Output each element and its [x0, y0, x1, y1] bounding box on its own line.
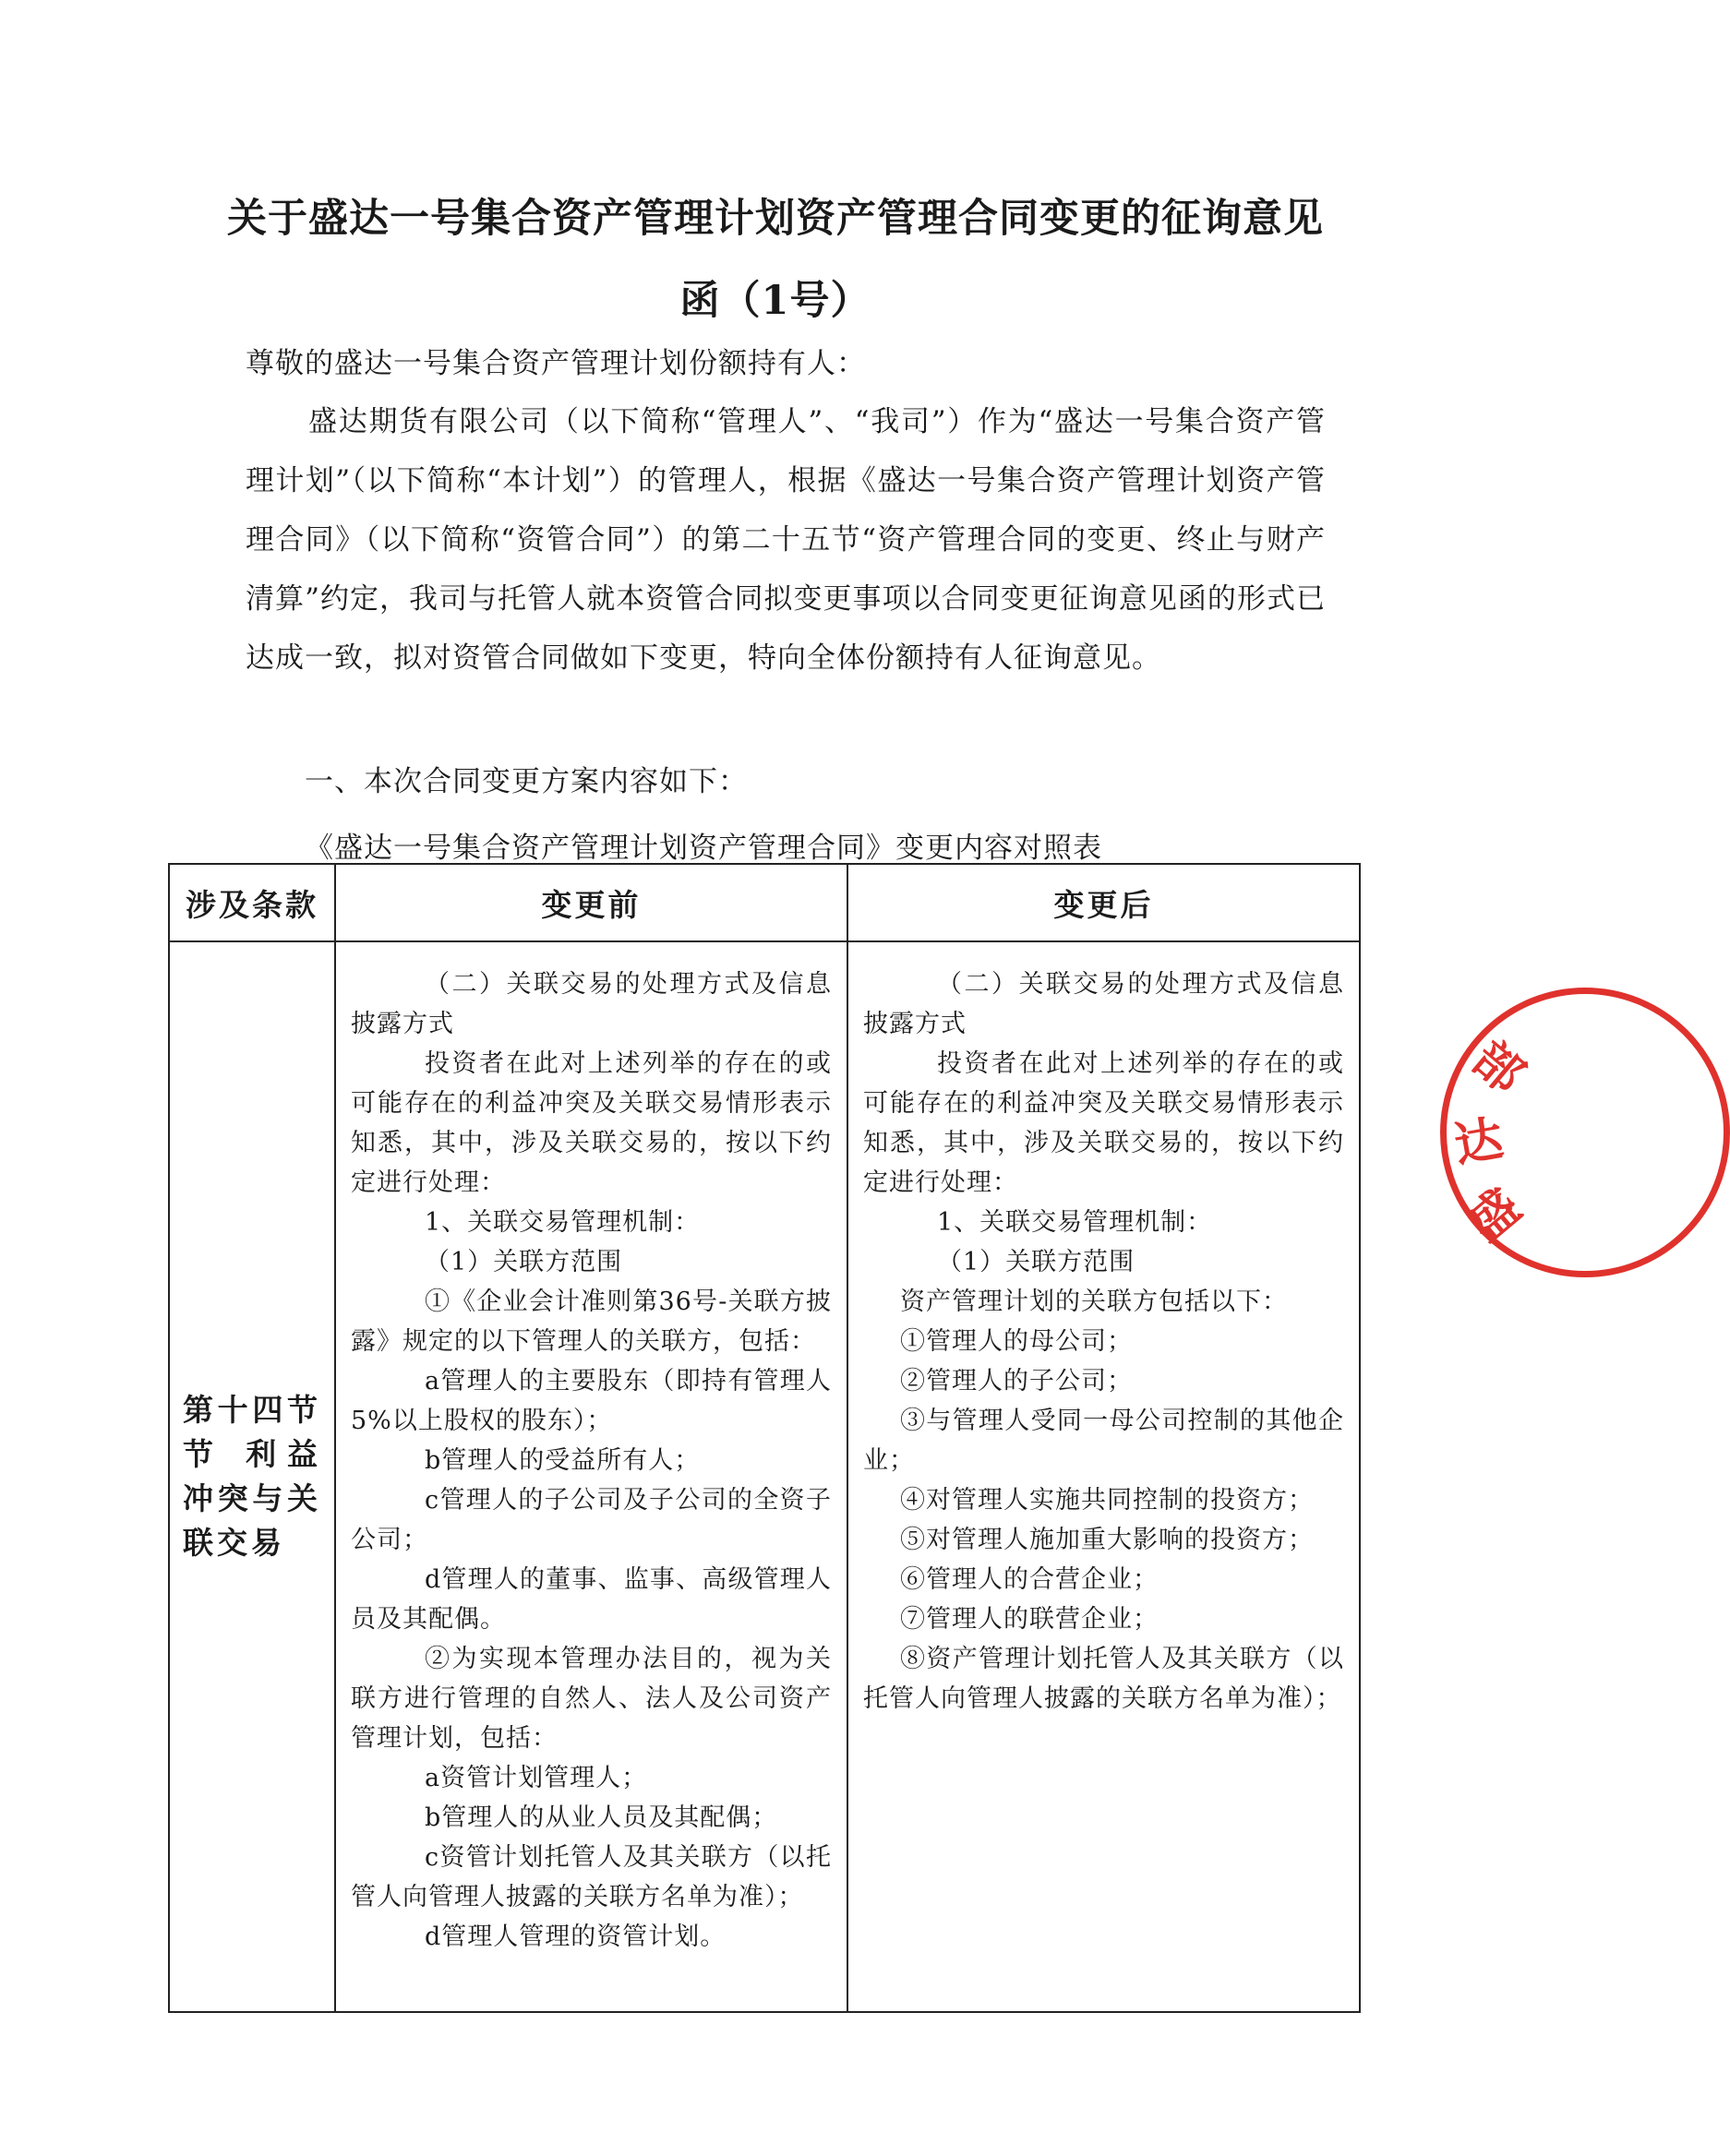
- header-after: 变更后: [847, 864, 1360, 941]
- body-paragraph: 盛达期货有限公司（以下简称“管理人”、“我司”）作为“盛达一号集合资产管理计划”（以下简称“本计划”）的管理人，根据《盛达一号集合资产管理计划资产管理合同》（以下简称“资管合同”）的第二十五节“资产管理合同的变更、终止与财产清算”约定，我司与托管人就本资管合同拟变更事项以合同变更征询意见函的形式已达成一致，拟对资管合同做如下变更，特向全体份额持有人征询意见。: [246, 405, 1326, 675]
- after-line: 资产管理计划的关联方包括以下：: [900, 1288, 1288, 1316]
- before-line: a资管计划管理人；: [425, 1764, 648, 1792]
- before-line: b管理人的受益所有人；: [425, 1446, 701, 1475]
- seal-char-1: 部: [1461, 1031, 1534, 1105]
- after-line: ⑥管理人的合营企业；: [900, 1565, 1159, 1594]
- before-line: a管理人的主要股东（即持有管理人5%以上股权的股东）；: [351, 1367, 832, 1435]
- after-cell: [847, 941, 1360, 2012]
- after-line: ⑧资产管理计划托管人及其关联方（以托管人向管理人披露的关联方名单为准）；: [863, 1645, 1344, 1713]
- before-cell: [335, 941, 847, 2012]
- table-header-row: [169, 864, 1360, 941]
- before-line: c资管计划托管人及其关联方（以托管人向管理人披露的关联方名单为准）；: [351, 1843, 832, 1911]
- seal-char-3: 盛: [1459, 1179, 1532, 1252]
- section-heading-one: 一、本次合同变更方案内容如下：: [305, 765, 748, 798]
- document-title-line-1: 关于盛达一号集合资产管理计划资产管理合同变更的征询意见: [227, 196, 1324, 242]
- after-line: ②管理人的子公司；: [900, 1367, 1133, 1395]
- header-before: 变更前: [335, 864, 847, 941]
- before-line: c管理人的子公司及子公司的全资子公司；: [351, 1486, 832, 1554]
- after-line: 1、关联交易管理机制：: [937, 1208, 1213, 1237]
- before-line: 投资者在此对上述列举的存在的或可能存在的利益冲突及关联交易情形表示知悉，其中，涉及关联交易的，按以下约定进行处理：: [351, 1049, 832, 1197]
- after-line: ⑦管理人的联营企业；: [900, 1605, 1159, 1634]
- before-line: （二）关联交易的处理方式及信息披露方式: [351, 970, 832, 1038]
- clause-cell: 第十四节 节 利益冲突与关联交易: [169, 941, 335, 2012]
- after-line: （1）关联方范围: [937, 1248, 1135, 1276]
- before-line: d管理人管理的资管计划。: [425, 1922, 727, 1951]
- seal-char-2: 达: [1450, 1110, 1508, 1174]
- before-line: b管理人的从业人员及其配偶；: [425, 1803, 778, 1832]
- document-title-line-2: 函（1号）: [679, 278, 871, 324]
- before-line: d管理人的董事、监事、高级管理人员及其配偶。: [351, 1565, 832, 1634]
- salutation: 尊敬的盛达一号集合资产管理计划份额持有人：: [246, 347, 866, 380]
- table-row: [169, 941, 1360, 2012]
- after-line: ④对管理人实施共同控制的投资方；: [900, 1486, 1314, 1515]
- table-caption: 《盛达一号集合资产管理计划资产管理合同》变更内容对照表: [305, 832, 1102, 865]
- before-line: ①《企业会计准则第36号-关联方披露》规定的以下管理人的关联方，包括：: [351, 1288, 832, 1356]
- before-line: 1、关联交易管理机制：: [425, 1208, 701, 1237]
- after-line: 投资者在此对上述列举的存在的或可能存在的利益冲突及关联交易情形表示知悉，其中，涉及关联交易的，按以下约定进行处理：: [863, 1049, 1344, 1197]
- header-clause: 涉及条款: [169, 864, 335, 941]
- before-line: ②为实现本管理办法目的，视为关联方进行管理的自然人、法人及公司资产管理计划，包括：: [351, 1645, 832, 1753]
- after-line: ⑤对管理人施加重大影响的投资方；: [900, 1526, 1314, 1554]
- after-line: ①管理人的母公司；: [900, 1327, 1133, 1356]
- before-line: （1）关联方范围: [425, 1248, 623, 1276]
- after-line: （二）关联交易的处理方式及信息披露方式: [863, 970, 1344, 1038]
- comparison-table: [168, 863, 1361, 2013]
- after-line: ③与管理人受同一母公司控制的其他企业；: [863, 1407, 1344, 1475]
